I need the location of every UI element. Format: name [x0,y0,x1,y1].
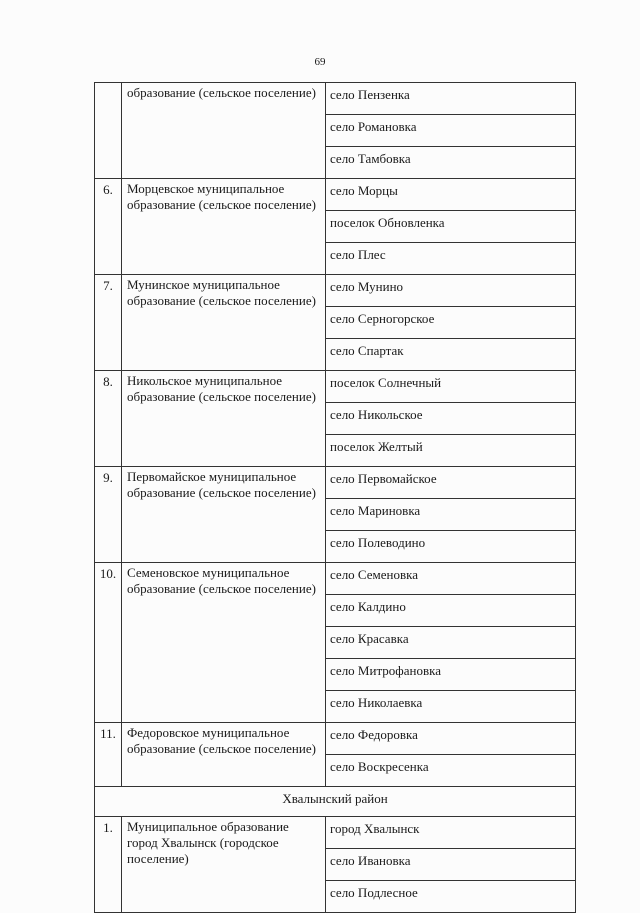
settlement-name: село Серногорское [326,307,576,339]
table-row [95,467,576,499]
page-number: 69 [314,56,326,68]
table-row [95,563,576,595]
settlement-name: поселок Обновленка [326,211,576,243]
settlement-name: село Полеводино [326,531,576,563]
section-title: Хвалынский район [95,787,576,817]
settlement-name: село Николаевка [326,691,576,723]
row-number: 6. [95,179,122,275]
municipality-name: образование (сельское поселение) [122,83,326,179]
settlement-name: село Романовка [326,115,576,147]
settlement-name: село Красавка [326,627,576,659]
settlement-name: село Семеновка [326,563,576,595]
settlement-name: село Плес [326,243,576,275]
settlement-name: город Хвалынск [326,817,576,849]
settlement-name: село Пензенка [326,83,576,115]
settlement-name: село Митрофановка [326,659,576,691]
municipality-name: Никольское муниципальное образование (сельское поселение) [122,371,326,467]
settlement-name: поселок Солнечный [326,371,576,403]
municipality-name: Семеновское муниципальное образование (сельское поселение) [122,563,326,723]
row-number: 1. [95,817,122,913]
table-body [95,83,576,913]
table-row [95,723,576,755]
row-number [95,83,122,179]
municipality-name: Мунинское муниципальное образование (сельское поселение) [122,275,326,371]
settlement-name: село Воскресенка [326,755,576,787]
table-row [95,179,576,211]
settlement-name: поселок Желтый [326,435,576,467]
row-number: 10. [95,563,122,723]
section-row [95,787,576,817]
table-row [95,371,576,403]
municipality-name: Морцевское муниципальное образование (сельское поселение) [122,179,326,275]
settlement-name: село Калдино [326,595,576,627]
settlement-name: село Морцы [326,179,576,211]
settlement-name: село Тамбовка [326,147,576,179]
municipality-name: Федоровское муниципальное образование (сельское поселение) [122,723,326,787]
settlements-table [94,82,576,913]
table-row [95,83,576,115]
row-number: 8. [95,371,122,467]
settlement-name: село Первомайское [326,467,576,499]
settlement-name: село Мариновка [326,499,576,531]
settlement-name: село Ивановка [326,849,576,881]
municipality-name: Первомайское муниципальное образование (сельское поселение) [122,467,326,563]
table-row [95,275,576,307]
settlement-name: село Мунино [326,275,576,307]
table-row [95,817,576,849]
row-number: 9. [95,467,122,563]
row-number: 7. [95,275,122,371]
settlement-name: село Подлесное [326,881,576,913]
row-number: 11. [95,723,122,787]
settlement-name: село Спартак [326,339,576,371]
municipality-name: Муниципальное образование город Хвалынск (городское поселение) [122,817,326,913]
settlement-name: село Федоровка [326,723,576,755]
settlement-name: село Никольское [326,403,576,435]
